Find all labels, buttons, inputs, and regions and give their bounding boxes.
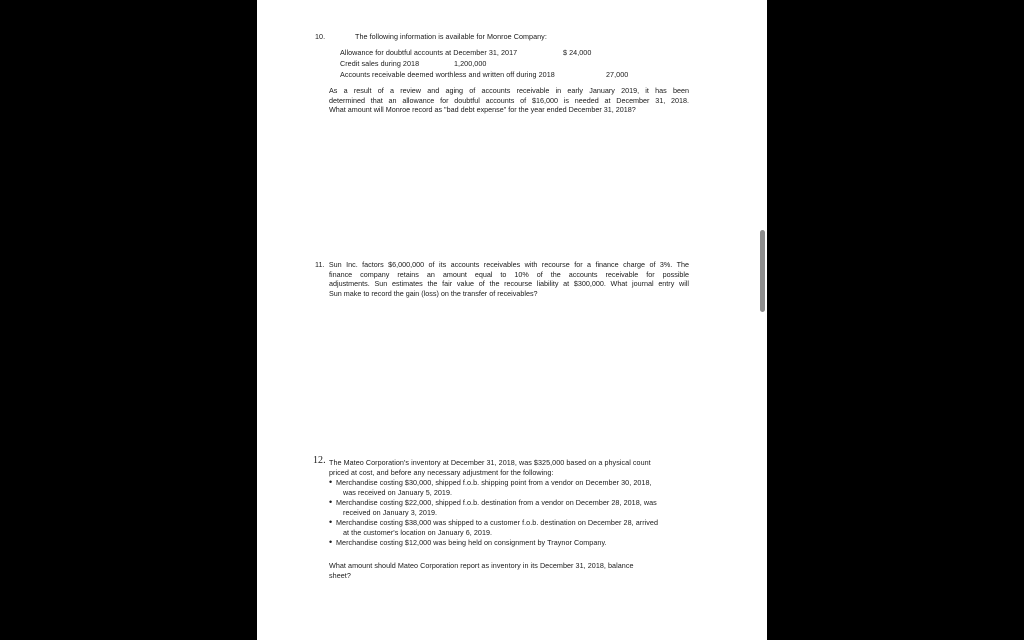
q11-line: adjustments. Sun estimates the fair value of the recourse liability at $300,000. What journal entry will — [329, 279, 689, 289]
document-page — [257, 0, 767, 640]
q10-number: 10. — [315, 32, 326, 41]
bullet-dot: • — [329, 537, 333, 547]
q10-row-value: 1,200,000 — [454, 59, 487, 68]
q10-question-paragraph — [329, 86, 689, 115]
q12-bullet-line: Merchandise costing $38,000 was shipped to a customer f.o.b. destination on December 28, arrived — [336, 518, 659, 527]
q10-row-label: Allowance for doubtful accounts at December 31, 2017 — [340, 48, 518, 57]
q11-line: Sun make to record the gain (loss) on the transfer of receivables? — [329, 288, 538, 298]
bullet-dot: • — [329, 497, 333, 507]
q10-row-label: Credit sales during 2018 — [340, 59, 420, 68]
q12-bullet-line: Merchandise costing $30,000, shipped f.o.b. shipping point from a vendor on December 30, 2018, — [336, 478, 652, 487]
q10-question-line: What amount will Monroe record as "bad debt expense" for the year ended December 31, 2018? — [329, 105, 636, 115]
q10-question-line: determined that an allowance for doubtful accounts of $16,000 is needed at December 31, 2018. — [329, 95, 689, 105]
q12-intro-line: The Mateo Corporation's inventory at December 31, 2018, was $325,000 based on a physical count — [329, 458, 651, 467]
q11-paragraph — [315, 260, 689, 298]
vertical-scrollbar[interactable] — [760, 230, 765, 312]
q10-question-line: As a result of a review and aging of accounts receivable in early January 2019, it has been — [329, 86, 689, 95]
q12-question-line: sheet? — [329, 571, 351, 580]
q10-row-value: $ 24,000 — [563, 48, 592, 57]
q11-line: finance company retains an amount equal to 10% of the accounts receivable for possible — [329, 269, 689, 279]
q10-row-label: Accounts receivable deemed worthless and written off during 2018 — [340, 70, 555, 79]
q12-bullet-line: received on January 3, 2019. — [343, 508, 438, 517]
q12-bullet-line: was received on January 5, 2019. — [343, 488, 453, 497]
q11-line: 11. Sun Inc. factors $6,000,000 of its accounts receivables with recourse for a finance charge of 3%. The — [315, 260, 689, 269]
bullet-dot: • — [329, 517, 333, 527]
q10-row-value: 27,000 — [606, 70, 629, 79]
q12-intro-line: priced at cost, and before any necessary adjustment for the following: — [329, 468, 554, 477]
q12-number: 12. — [313, 455, 326, 466]
q12-question-line: What amount should Mateo Corporation report as inventory in its December 31, 2018, balance — [329, 561, 634, 570]
q12-bullet-line: Merchandise costing $22,000, shipped f.o.b. destination from a vendor on December 28, 2018, was — [336, 498, 657, 507]
q10-intro: The following information is available for Monroe Company: — [355, 32, 547, 41]
bullet-dot: • — [329, 477, 333, 487]
q12-bullet-line: Merchandise costing $12,000 was being held on consignment by Traynor Company. — [336, 538, 607, 547]
q12-bullet-line: at the customer's location on January 6, 2019. — [343, 528, 493, 537]
